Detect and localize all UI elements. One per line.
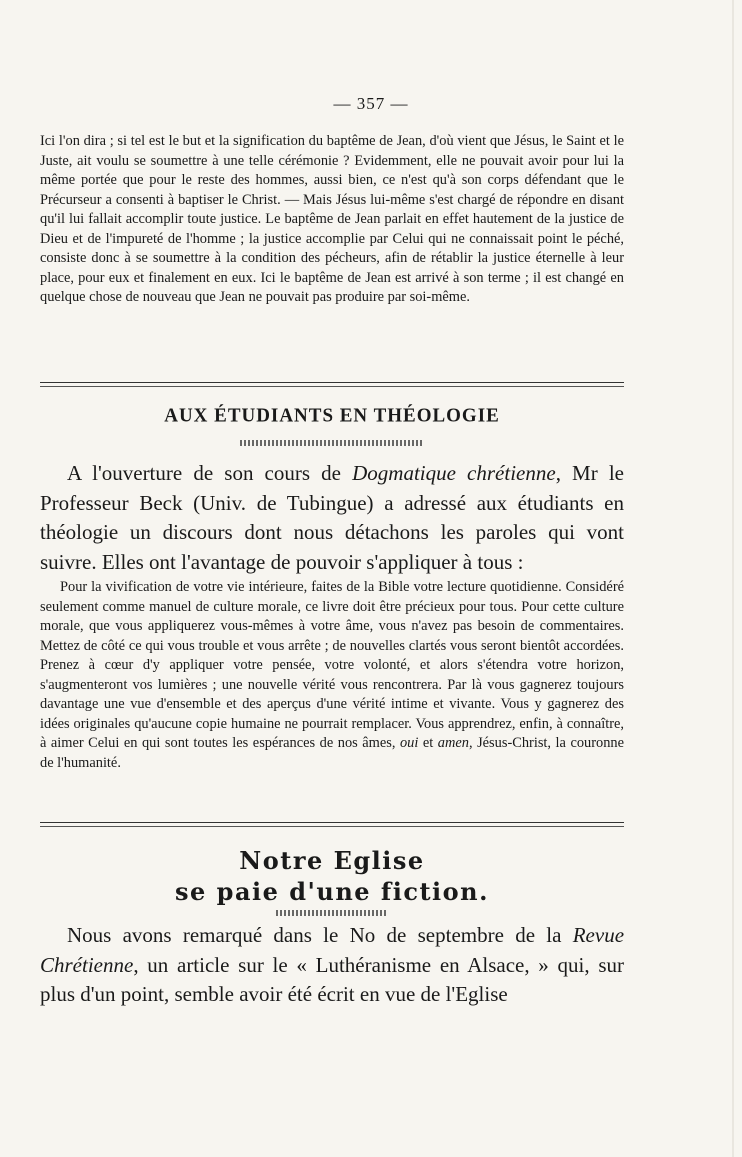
section-title-students: AUX ÉTUDIANTS EN THÉOLOGIE xyxy=(164,404,500,427)
section-divider-top xyxy=(40,382,624,383)
church-text-end: , un article sur le « Luthéranisme en Alsace, » qui, sur plus d'un point, semble avoir été écrit en vue de l'Eglise xyxy=(40,952,624,1006)
lead-italic-course: Dogmatique chrétienne xyxy=(352,461,556,485)
lead-paragraph-students xyxy=(40,459,624,577)
page-edge-shadow xyxy=(732,0,734,1157)
church-italic-revue: Revue Chrétienne xyxy=(40,923,625,977)
lead-text-start: A l'ouverture de son cours de xyxy=(67,461,353,485)
quote-text: Pour la vivification de votre vie intérieure, faites de la Bible votre lecture quotidienne. Considéré seulement comme manuel de culture morale, ce livre doit être précieux pour tous. Pour cette culture morale, que vous appliquerez vous-mêmes à votre âme, vous n'avez pas besoin de commentaires. Mettez de côté ce qui vous trouble et vous arrête ; de nouvelles clartés vous seront bientôt accordées. Prenez à cœur d'y appliquer votre pensée, votre volonté, et alors s'étendra votre horizon, s'augmenteront vos lumières ; une nouvelle vérité vous rencontrera. Par là vous gagnerez toujours davantage une vue d'ensemble et des aperçus d'une vérité intime et vivante. Vous y gagnerez des idées originales qu'aucune copie humaine ne pourrait remplacer. Vous apprendrez, enfin, à connaître, à aimer Celui en qui sont toutes les espérances de nos âmes, xyxy=(40,579,624,751)
intro-text: Ici l'on dira ; si tel est le but et la signification du baptême de Jean, d'où vient que Jésus, le Saint et le Juste, ait voulu se soumettre à une telle cérémonie ? Evidemment, elle ne pouvait avoir pour lui la même portée que pour le reste des hommes, aussi bien, ce n'est qu'à son corps défendant que le Précurseur a consenti à baptiser le Christ. — Mais Jésus lui-même s'est chargé de répondre en disant qu'il lui fallait accomplir toute justice. Le baptême de Jean parlait en effet hautement de la justice de Dieu et de l'impureté de l'homme ; la justice accomplie par Celui qui ne connaissait point le péché, consiste donc à se soumettre à la condition des pécheurs, afin de rétablir la justice éternelle à leur place, pour eux et finalement en eux. Ici le baptême de Jean est arrivé à son terme ; il est changé en quelque chose de nouveau que Jean ne pouvait pas produire par soi-même. xyxy=(40,133,624,305)
lead-paragraph-church xyxy=(40,921,624,1010)
page-number: — 357 — xyxy=(333,94,409,113)
church-number-sign: No xyxy=(349,923,376,947)
lead-text-end: , Mr le Professeur Beck (Univ. de Tubingue) a adressé aux étudiants en théologie un discours dont nous détachons les paroles qui vont suivre. Elles ont l'avantage de pouvoir s'appliquer à tous : xyxy=(40,461,624,574)
section-divider-middle xyxy=(40,822,624,823)
church-text-start: Nous avons remarqué dans le xyxy=(67,923,350,947)
quote-et: et xyxy=(418,735,438,751)
title-ornament-2 xyxy=(276,910,388,916)
quote-paragraph xyxy=(40,578,624,773)
church-text-mid: de septembre de la xyxy=(375,923,573,947)
section-title-church-line2: se paie d'une fiction. xyxy=(175,877,489,906)
section-divider-middle-thin xyxy=(40,826,624,827)
intro-paragraph xyxy=(40,132,624,308)
quote-oui: oui xyxy=(399,735,419,751)
quote-end: , Jésus-Christ, la couronne de l'humanité. xyxy=(40,735,624,771)
section-title-church-line1: Notre Eglise xyxy=(239,846,425,875)
quote-amen: amen xyxy=(437,735,469,751)
title-ornament-1 xyxy=(240,440,424,446)
section-divider-top-thin xyxy=(40,386,624,387)
